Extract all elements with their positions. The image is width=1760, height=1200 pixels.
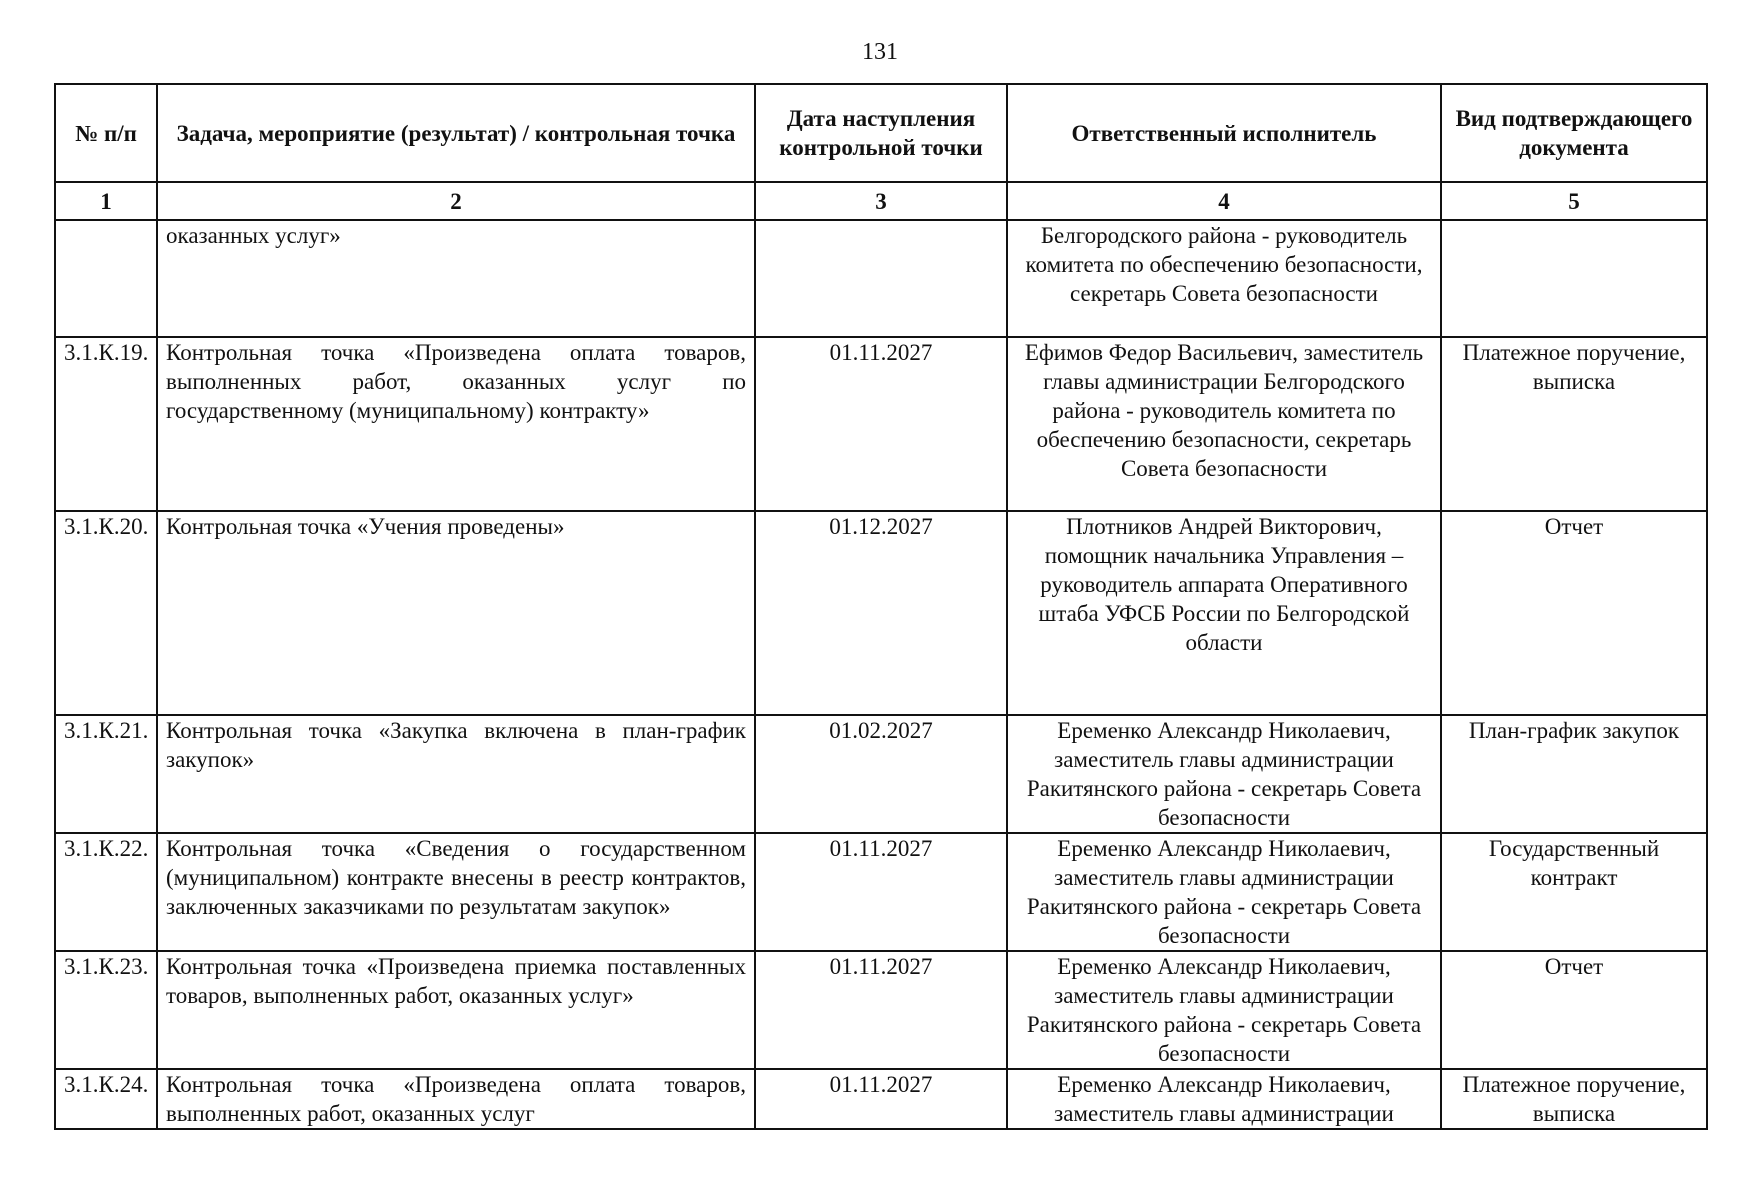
table-row	[55, 1069, 1707, 1129]
row-date: 01.11.2027	[755, 951, 1007, 1069]
row-task: Контрольная точка «Произведена оплата товаров, выполненных работ, оказанных услуг	[157, 1069, 755, 1129]
row-task: Контрольная точка «Учения проведены»	[157, 511, 755, 715]
header-row	[55, 84, 1707, 182]
header-date: Дата наступления контрольной точки	[755, 84, 1007, 182]
column-index: 3	[755, 182, 1007, 220]
row-date	[755, 220, 1007, 337]
row-task: Контрольная точка «Сведения о государственном (муниципальном) контракте внесены в реестр контрактов, заключенных заказчиками по результатам закупок»	[157, 833, 755, 951]
row-number: 3.1.К.20.	[55, 511, 157, 715]
row-responsible: Еременко Александр Николаевич, заместитель главы администрации Ракитянского района - секретарь Совета безопасности	[1007, 951, 1441, 1069]
column-index: 2	[157, 182, 755, 220]
row-task: Контрольная точка «Произведена оплата товаров, выполненных работ, оказанных услуг по государственному (муниципальному) контракту»	[157, 337, 755, 511]
row-date: 01.02.2027	[755, 715, 1007, 833]
row-document: План-график закупок	[1441, 715, 1707, 833]
row-number	[55, 220, 157, 337]
column-index: 4	[1007, 182, 1441, 220]
row-responsible: Ефимов Федор Васильевич, заместитель главы администрации Белгородского района - руководитель комитета по обеспечению безопасности, секретарь Совета безопасности	[1007, 337, 1441, 511]
row-responsible: Еременко Александр Николаевич, заместитель главы администрации Ракитянского района - секретарь Совета безопасности	[1007, 715, 1441, 833]
row-date: 01.12.2027	[755, 511, 1007, 715]
row-responsible: Еременко Александр Николаевич, заместитель главы администрации	[1007, 1069, 1441, 1129]
table-row	[55, 511, 1707, 715]
row-number: 3.1.К.23.	[55, 951, 157, 1069]
row-date: 01.11.2027	[755, 337, 1007, 511]
table-row	[55, 337, 1707, 511]
column-index-row	[55, 182, 1707, 220]
row-date: 01.11.2027	[755, 833, 1007, 951]
header-number: № п/п	[55, 84, 157, 182]
header-document: Вид подтверждающего документа	[1441, 84, 1707, 182]
row-task: Контрольная точка «Произведена приемка поставленных товаров, выполненных работ, оказанных услуг»	[157, 951, 755, 1069]
column-index: 1	[55, 182, 157, 220]
table-row	[55, 715, 1707, 833]
row-number: 3.1.К.19.	[55, 337, 157, 511]
row-number: 3.1.К.21.	[55, 715, 157, 833]
row-document: Государственный контракт	[1441, 833, 1707, 951]
row-date: 01.11.2027	[755, 1069, 1007, 1129]
control-points-table	[54, 83, 1708, 1130]
row-document: Отчет	[1441, 951, 1707, 1069]
table-row	[55, 951, 1707, 1069]
table-row	[55, 833, 1707, 951]
table-row	[55, 220, 1707, 337]
row-number: 3.1.К.22.	[55, 833, 157, 951]
header-responsible: Ответственный исполнитель	[1007, 84, 1441, 182]
row-task: Контрольная точка «Закупка включена в план-график закупок»	[157, 715, 755, 833]
page-number: 131	[862, 39, 898, 65]
row-responsible: Плотников Андрей Викторович, помощник начальника Управления – руководитель аппарата Оперативного штаба УФСБ России по Белгородской области	[1007, 511, 1441, 715]
row-task: оказанных услуг»	[157, 220, 755, 337]
header-task: Задача, мероприятие (результат) / контрольная точка	[157, 84, 755, 182]
column-index: 5	[1441, 182, 1707, 220]
row-document: Платежное поручение, выписка	[1441, 337, 1707, 511]
row-responsible: Еременко Александр Николаевич, заместитель главы администрации Ракитянского района - секретарь Совета безопасности	[1007, 833, 1441, 951]
row-number: 3.1.К.24.	[55, 1069, 157, 1129]
row-document	[1441, 220, 1707, 337]
row-document: Платежное поручение, выписка	[1441, 1069, 1707, 1129]
row-responsible: Белгородского района - руководитель комитета по обеспечению безопасности, секретарь Совета безопасности	[1007, 220, 1441, 337]
row-document: Отчет	[1441, 511, 1707, 715]
